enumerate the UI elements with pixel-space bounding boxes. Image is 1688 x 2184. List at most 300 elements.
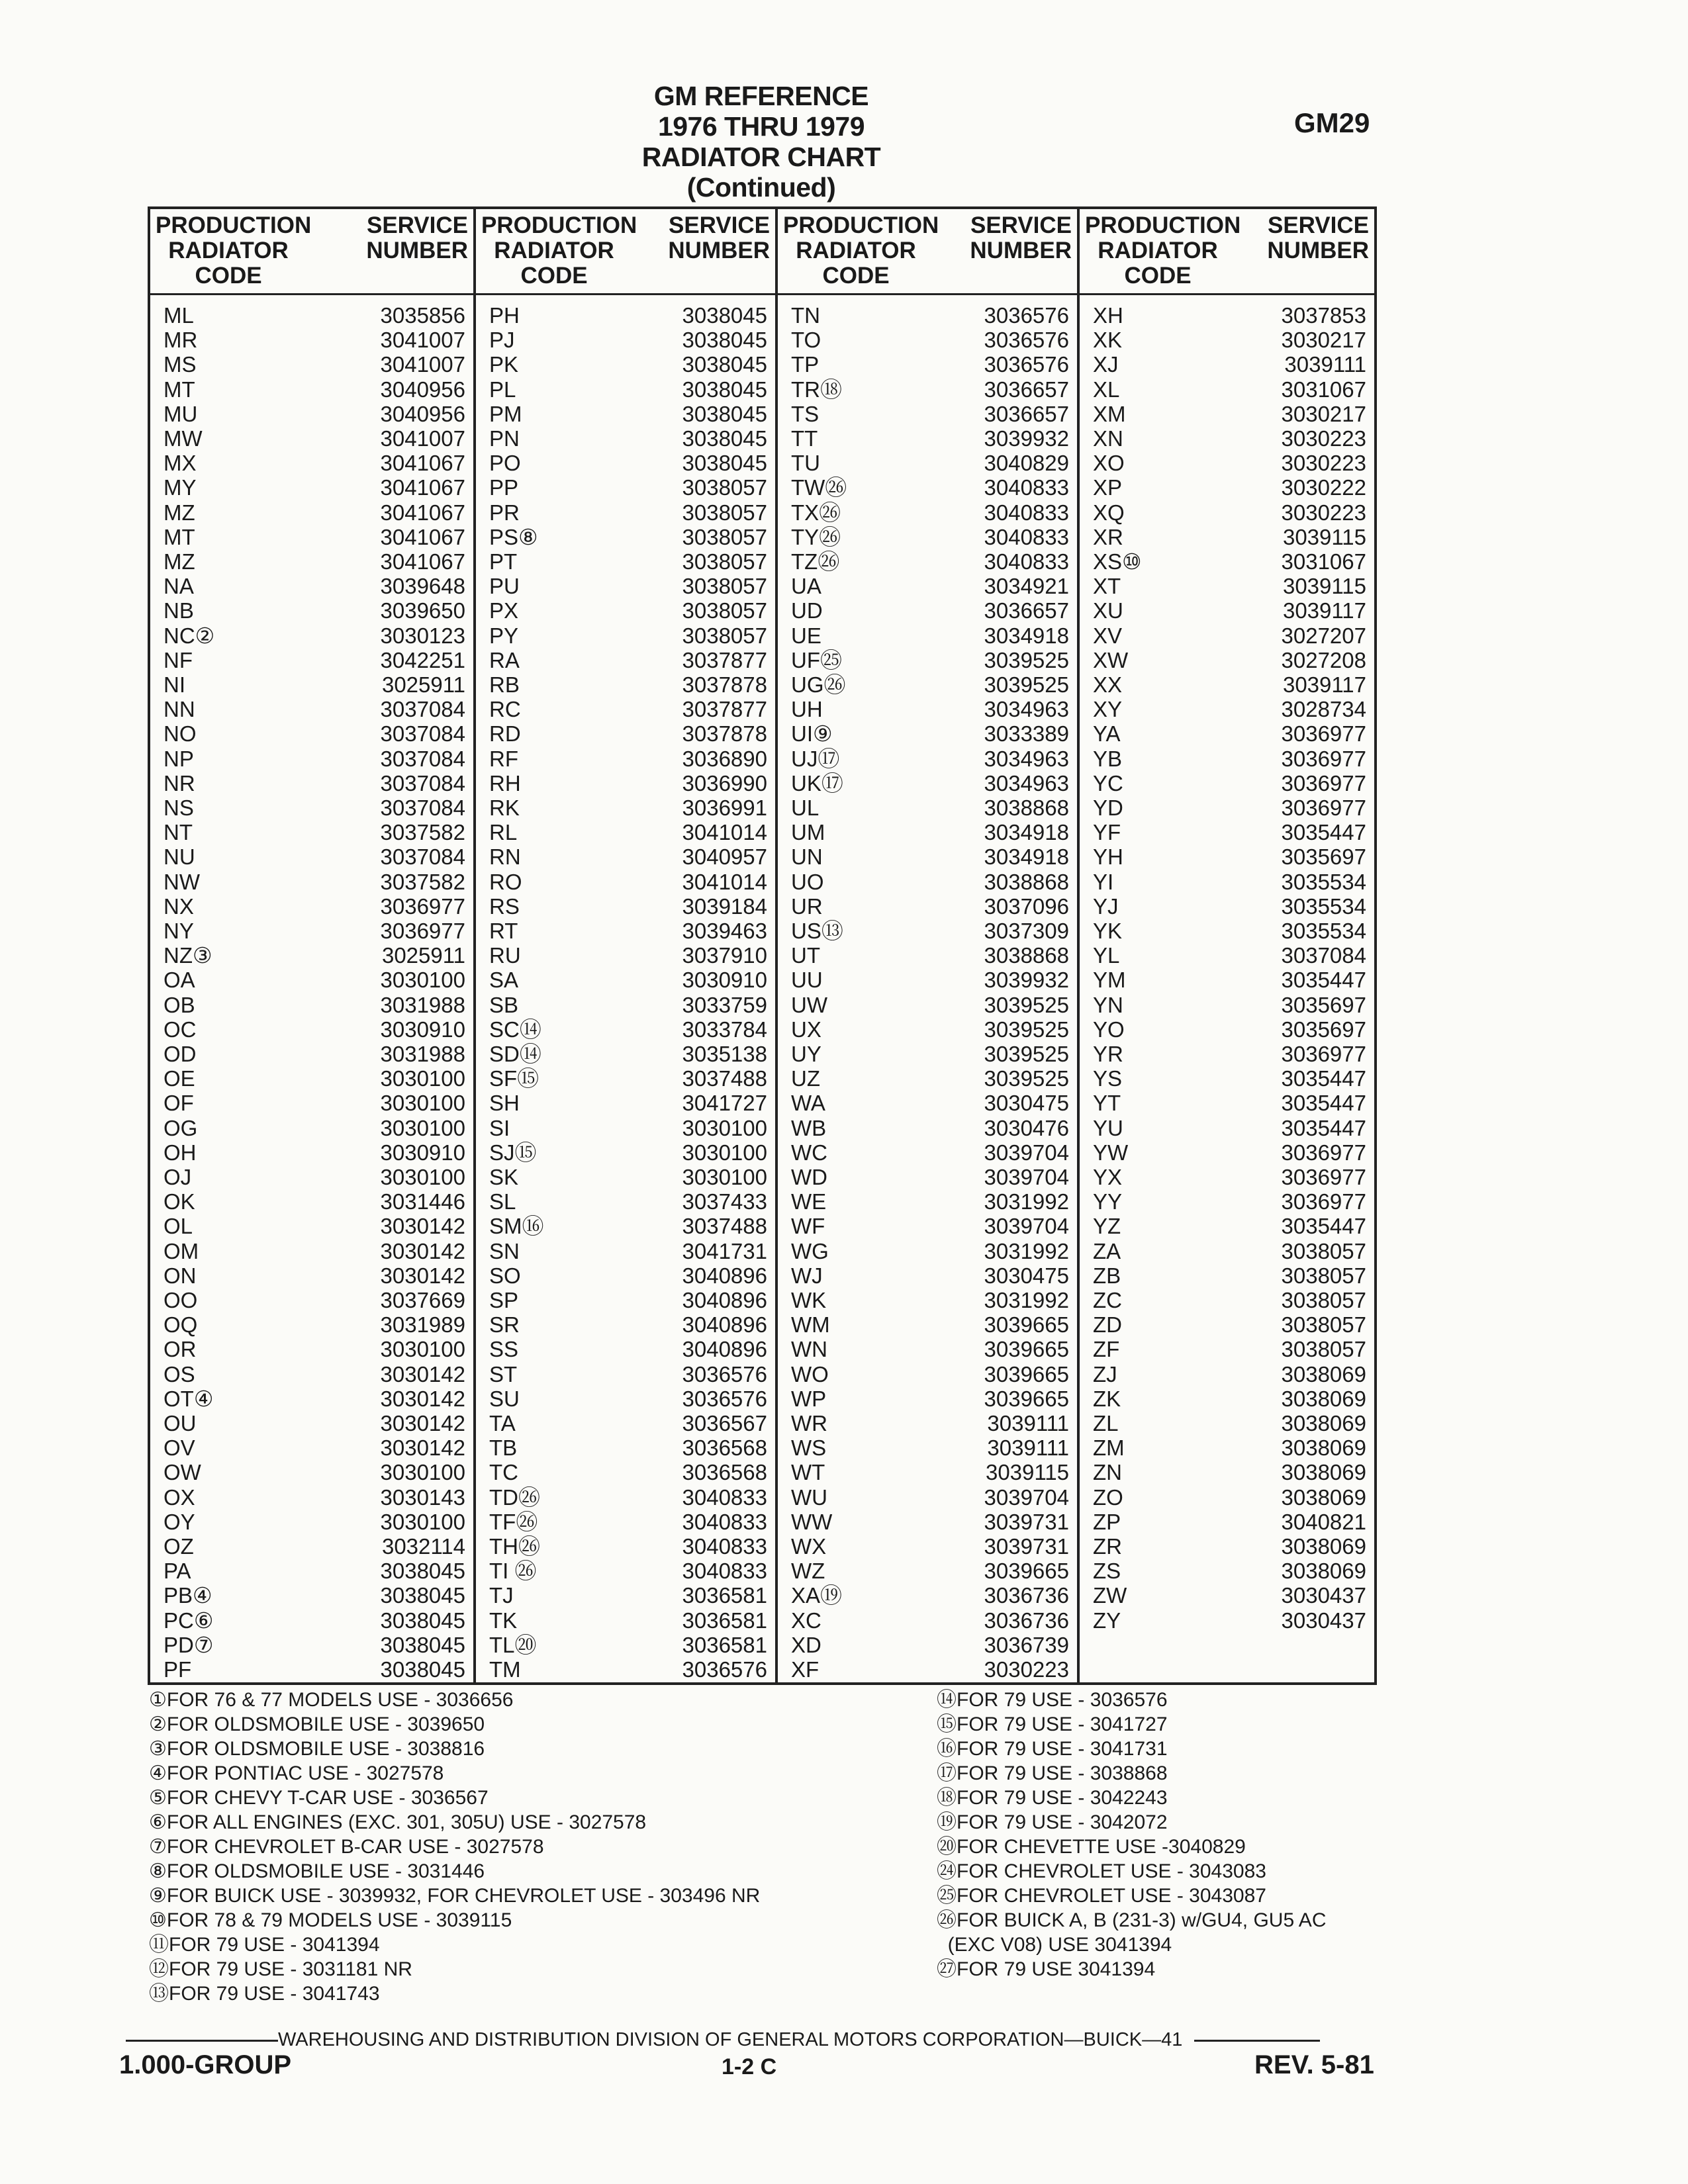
radiator-code: TI ㉖ xyxy=(489,1559,537,1584)
radiator-code: ZP xyxy=(1093,1509,1121,1534)
service-number: 3036657 xyxy=(984,598,1069,623)
table-row xyxy=(1093,1411,1366,1435)
radiator-code: PK xyxy=(489,352,519,377)
service-number: 3039665 xyxy=(984,1337,1069,1362)
table-row xyxy=(489,1263,767,1288)
service-number: 3036977 xyxy=(1281,746,1366,771)
radiator-code: XU xyxy=(1093,598,1123,623)
table-row xyxy=(791,426,1069,451)
table-row xyxy=(164,721,465,746)
column-divider-1 xyxy=(473,209,476,1682)
service-number: 3035447 xyxy=(1281,1091,1366,1116)
service-number: 3030100 xyxy=(380,1509,465,1534)
radiator-code: YA xyxy=(1093,721,1121,747)
service-number: 3040896 xyxy=(682,1337,767,1362)
table-row xyxy=(791,352,1069,377)
table-row xyxy=(791,1165,1069,1189)
radiator-code: WU xyxy=(791,1484,827,1510)
service-number: 3037582 xyxy=(380,869,465,894)
service-number: 3039115 xyxy=(1282,574,1366,599)
radiator-code: UJ⑰ xyxy=(791,746,840,771)
radiator-code: MX xyxy=(164,451,197,476)
service-number: 3040833 xyxy=(682,1484,767,1510)
table-row xyxy=(164,426,465,451)
table-row xyxy=(164,1165,465,1189)
radiator-code: PN xyxy=(489,426,520,451)
radiator-code: SD⑭ xyxy=(489,1042,541,1066)
radiator-code: RB xyxy=(489,672,520,697)
service-number: 3036736 xyxy=(984,1583,1069,1608)
table-row xyxy=(1093,1140,1366,1165)
service-number: 3039650 xyxy=(380,598,465,623)
table-row xyxy=(164,623,465,648)
service-number: 3038045 xyxy=(682,352,767,377)
service-number: 3030143 xyxy=(380,1484,465,1510)
service-number: 3036977 xyxy=(380,893,465,919)
radiator-code: PP xyxy=(489,475,519,500)
service-number: 3041067 xyxy=(380,475,465,500)
table-row xyxy=(1093,1387,1366,1411)
table-row xyxy=(489,894,767,919)
service-number: 3030223 xyxy=(1281,500,1366,525)
service-number: 3035697 xyxy=(1281,1017,1366,1042)
radiator-code: UX xyxy=(791,1017,821,1042)
table-row xyxy=(164,1657,465,1682)
radiator-code: XV xyxy=(1093,623,1123,648)
radiator-code: WB xyxy=(791,1115,827,1140)
radiator-code: XO xyxy=(1093,451,1125,476)
radiator-code: OA xyxy=(164,968,195,993)
service-number: 3037669 xyxy=(380,1288,465,1312)
radiator-code: SP xyxy=(489,1288,519,1312)
radiator-code: NO xyxy=(164,721,197,747)
service-number: 3037084 xyxy=(380,796,465,820)
table-row xyxy=(1093,352,1366,377)
service-number: 3030476 xyxy=(984,1115,1069,1140)
service-number: 3034963 xyxy=(984,770,1069,796)
service-number: 3038069 xyxy=(1281,1361,1366,1387)
service-number: 3038069 xyxy=(1281,1411,1366,1435)
table-row xyxy=(489,1534,767,1559)
table-row xyxy=(164,1239,465,1263)
radiator-code: SJ⑮ xyxy=(489,1140,537,1165)
service-number: 3036576 xyxy=(984,328,1069,353)
table-row xyxy=(489,697,767,721)
radiator-code: OR xyxy=(164,1337,197,1362)
service-number: 3036990 xyxy=(682,770,767,796)
table-row xyxy=(1093,1337,1366,1361)
radiator-code: YS xyxy=(1093,1066,1123,1091)
service-number: 3042251 xyxy=(380,647,465,672)
service-number: 3041727 xyxy=(682,1091,767,1116)
radiator-code: NY xyxy=(164,919,194,943)
service-number: 3035534 xyxy=(1281,919,1366,943)
table-row xyxy=(791,1116,1069,1140)
service-number: 3034963 xyxy=(984,697,1069,722)
radiator-code: UF㉕ xyxy=(791,647,842,672)
table-row xyxy=(791,1140,1069,1165)
table-row xyxy=(791,574,1069,598)
radiator-code: MR xyxy=(164,328,198,353)
table-row xyxy=(791,549,1069,574)
radiator-code: UR xyxy=(791,893,823,919)
table-row xyxy=(489,1214,767,1238)
radiator-code: ZD xyxy=(1093,1312,1122,1338)
radiator-code: SS xyxy=(489,1337,519,1362)
radiator-code: WE xyxy=(791,1189,827,1214)
service-number: 3037878 xyxy=(682,721,767,747)
table-row xyxy=(489,1091,767,1115)
header-divider xyxy=(150,293,1374,295)
radiator-code: WX xyxy=(791,1534,827,1559)
table-row xyxy=(489,1066,767,1091)
table-row xyxy=(489,1017,767,1042)
table-row xyxy=(791,1214,1069,1238)
radiator-code: OB xyxy=(164,992,195,1017)
service-number: 3025911 xyxy=(381,672,465,697)
table-row xyxy=(489,352,767,377)
table-row xyxy=(1093,574,1366,598)
service-number: 3039111 xyxy=(987,1411,1069,1435)
footnote: ⑲FOR 79 USE - 3042072 xyxy=(937,1811,1168,1833)
footnote: ㉖FOR BUICK A, B (231-3) w/GU4, GU5 AC xyxy=(937,1909,1327,1931)
radiator-code: PY xyxy=(489,623,519,648)
service-number: 3036576 xyxy=(682,1386,767,1411)
radiator-code: XC xyxy=(791,1608,821,1633)
radiator-code: WZ xyxy=(791,1559,825,1584)
radiator-code: MS xyxy=(164,352,197,377)
table-row xyxy=(489,1165,767,1189)
radiator-code: XX xyxy=(1093,672,1123,697)
table-row xyxy=(164,1411,465,1435)
service-number: 3036657 xyxy=(984,377,1069,402)
table-row xyxy=(489,1116,767,1140)
table-row xyxy=(791,993,1069,1017)
service-number: 3041731 xyxy=(682,1238,767,1263)
revision-label: REV. 5-81 xyxy=(1254,2050,1374,2079)
radiator-code: SB xyxy=(489,992,519,1017)
service-number: 3035447 xyxy=(1281,1115,1366,1140)
service-number: 3038069 xyxy=(1281,1435,1366,1461)
table-row xyxy=(489,1140,767,1165)
table-row xyxy=(1093,1116,1366,1140)
table-row xyxy=(1093,870,1366,894)
radiator-code: UU xyxy=(791,968,823,993)
service-number: 3038057 xyxy=(1281,1288,1366,1312)
service-number: 3040956 xyxy=(380,401,465,426)
table-row xyxy=(791,328,1069,352)
table-row xyxy=(1093,747,1366,771)
service-number: 3035697 xyxy=(1281,844,1366,870)
radiator-code: PU xyxy=(489,574,520,599)
radiator-code: WK xyxy=(791,1288,827,1312)
radiator-code: SR xyxy=(489,1312,520,1338)
service-number: 3038045 xyxy=(380,1559,465,1584)
service-number: 3039111 xyxy=(987,1435,1069,1461)
service-number: 3039525 xyxy=(984,647,1069,672)
footer-rule-right xyxy=(1194,2040,1320,2042)
service-number: 3036977 xyxy=(1281,721,1366,747)
service-number: 3038868 xyxy=(984,796,1069,820)
header-service-3: SERVICE NUMBER xyxy=(970,212,1072,263)
service-number: 3030100 xyxy=(380,1165,465,1189)
radiator-code: ZY xyxy=(1093,1608,1121,1633)
table-row xyxy=(489,328,767,352)
radiator-code: NR xyxy=(164,770,195,796)
table-row xyxy=(791,1633,1069,1657)
table-row xyxy=(164,1387,465,1411)
radiator-code: PR xyxy=(489,500,520,525)
radiator-code: RC xyxy=(489,697,521,722)
table-row xyxy=(164,919,465,943)
footnote: ㉗FOR 79 USE 3041394 xyxy=(937,1958,1156,1980)
radiator-code: RS xyxy=(489,893,520,919)
service-number: 3038045 xyxy=(380,1632,465,1657)
footnote: ⑥FOR ALL ENGINES (EXC. 301, 305U) USE - 3027578 xyxy=(149,1811,647,1833)
table-row xyxy=(1093,1435,1366,1460)
radiator-code: YF xyxy=(1093,820,1121,845)
service-number: 3035447 xyxy=(1281,820,1366,845)
radiator-code: PH xyxy=(489,303,520,328)
service-number: 3041067 xyxy=(380,500,465,525)
radiator-code: UM xyxy=(791,820,825,845)
service-number: 3039648 xyxy=(380,574,465,599)
radiator-code: XM xyxy=(1093,401,1126,426)
table-row xyxy=(791,1411,1069,1435)
radiator-code: TR⑱ xyxy=(791,377,842,402)
service-number: 3039665 xyxy=(984,1312,1069,1338)
radiator-code: ZM xyxy=(1093,1435,1125,1461)
radiator-code: OM xyxy=(164,1238,199,1263)
service-number: 3030910 xyxy=(380,1140,465,1165)
service-number: 3040833 xyxy=(682,1509,767,1534)
footnote: ⑪FOR 79 USE - 3041394 xyxy=(149,1934,380,1956)
service-number: 3039117 xyxy=(1282,598,1366,623)
radiator-code: PS⑧ xyxy=(489,524,538,549)
radiator-code: PA xyxy=(164,1559,191,1584)
service-number: 3036657 xyxy=(984,401,1069,426)
table-row xyxy=(164,1337,465,1361)
radiator-code: OU xyxy=(164,1411,197,1435)
radiator-code: WD xyxy=(791,1165,827,1189)
table-row xyxy=(164,1189,465,1214)
table-row xyxy=(489,1288,767,1312)
service-number: 3038057 xyxy=(682,549,767,574)
service-number: 3037084 xyxy=(380,746,465,771)
table-row xyxy=(791,1583,1069,1608)
radiator-code: TW㉖ xyxy=(791,475,847,500)
table-row xyxy=(791,1337,1069,1361)
radiator-code: SU xyxy=(489,1386,520,1411)
service-number: 3036576 xyxy=(984,352,1069,377)
table-row xyxy=(489,1633,767,1657)
table-row xyxy=(1093,500,1366,525)
radiator-code: XS⑩ xyxy=(1093,549,1142,574)
service-number: 3037582 xyxy=(380,820,465,845)
radiator-code: YD xyxy=(1093,796,1123,820)
radiator-code: ZA xyxy=(1093,1238,1121,1263)
radiator-code: UO xyxy=(791,869,824,894)
column-divider-3 xyxy=(1077,209,1080,1682)
table-row xyxy=(791,820,1069,844)
radiator-code: MW xyxy=(164,426,203,451)
service-number: 3038045 xyxy=(682,401,767,426)
service-number: 3030100 xyxy=(380,1115,465,1140)
radiator-code: WG xyxy=(791,1238,829,1263)
table-row xyxy=(489,598,767,623)
service-number: 3031446 xyxy=(380,1189,465,1214)
table-row xyxy=(489,623,767,648)
table-row xyxy=(791,1657,1069,1682)
service-number: 3036736 xyxy=(984,1608,1069,1633)
table-row xyxy=(164,402,465,426)
service-number: 3039525 xyxy=(984,992,1069,1017)
radiator-code: XN xyxy=(1093,426,1123,451)
table-row xyxy=(489,943,767,968)
service-number: 3038057 xyxy=(1281,1337,1366,1362)
service-number: 3027207 xyxy=(1281,623,1366,648)
radiator-code: OZ xyxy=(164,1534,194,1559)
radiator-code: OT④ xyxy=(164,1386,214,1411)
service-number: 3039932 xyxy=(984,426,1069,451)
service-number: 3033784 xyxy=(682,1017,767,1042)
table-row xyxy=(489,549,767,574)
table-row xyxy=(791,771,1069,796)
table-row xyxy=(791,1534,1069,1559)
radiator-code: SN xyxy=(489,1238,520,1263)
table-row xyxy=(489,993,767,1017)
title-line-2: 1976 THRU 1979 xyxy=(657,111,865,142)
table-row xyxy=(489,574,767,598)
service-number: 3030100 xyxy=(380,1091,465,1116)
radiator-code: NT xyxy=(164,820,193,845)
radiator-code: WP xyxy=(791,1386,827,1411)
radiator-code: SC⑭ xyxy=(489,1017,541,1042)
radiator-code: XH xyxy=(1093,303,1123,328)
service-number: 3041067 xyxy=(380,549,465,574)
service-number: 3032114 xyxy=(381,1534,465,1559)
service-number: 3037084 xyxy=(380,721,465,747)
header-service-1: SERVICE NUMBER xyxy=(366,212,468,263)
table-row xyxy=(164,352,465,377)
table-row xyxy=(1093,1288,1366,1312)
table-row xyxy=(1093,894,1366,919)
radiator-code: TP xyxy=(791,352,820,377)
service-number: 3030223 xyxy=(984,1657,1069,1682)
service-number: 3040833 xyxy=(984,549,1069,574)
service-number: 3025911 xyxy=(381,943,465,968)
table-row xyxy=(791,1066,1069,1091)
table-row xyxy=(164,525,465,549)
radiator-code: PX xyxy=(489,598,519,623)
radiator-code: OJ xyxy=(164,1165,192,1189)
table-row xyxy=(791,451,1069,475)
service-number: 3031992 xyxy=(984,1238,1069,1263)
table-row xyxy=(489,1239,767,1263)
service-number: 3037084 xyxy=(380,697,465,722)
table-row xyxy=(489,844,767,869)
service-number: 3031988 xyxy=(380,1042,465,1066)
table-row xyxy=(164,870,465,894)
service-number: 3041067 xyxy=(380,524,465,549)
table-row xyxy=(791,1387,1069,1411)
table-row xyxy=(489,1435,767,1460)
service-number: 3036739 xyxy=(984,1632,1069,1657)
service-number: 3031988 xyxy=(380,992,465,1017)
radiator-code: YW xyxy=(1093,1140,1129,1165)
service-number: 3038868 xyxy=(984,943,1069,968)
radiator-code: WM xyxy=(791,1312,830,1338)
radiator-code: YC xyxy=(1093,770,1123,796)
table-row xyxy=(1093,303,1366,328)
footnote: ①FOR 76 & 77 MODELS USE - 3036656 xyxy=(149,1689,514,1711)
service-number: 3031067 xyxy=(1281,377,1366,402)
service-number: 3037084 xyxy=(380,844,465,870)
service-number: 3039525 xyxy=(984,672,1069,697)
table-row xyxy=(164,574,465,598)
service-number: 3036576 xyxy=(682,1361,767,1387)
footnote: ⑭FOR 79 USE - 3036576 xyxy=(937,1689,1168,1711)
radiator-code: YI xyxy=(1093,869,1114,894)
radiator-code: RD xyxy=(489,721,521,747)
footer-rule-left xyxy=(126,2040,278,2042)
footnotes-left xyxy=(149,1688,760,2006)
service-number: 3035534 xyxy=(1281,893,1366,919)
service-number: 3040829 xyxy=(984,451,1069,476)
table-row xyxy=(1093,328,1366,352)
service-number: 3030100 xyxy=(682,1140,767,1165)
table-row xyxy=(1093,919,1366,943)
table-row xyxy=(489,451,767,475)
service-number: 3041067 xyxy=(380,451,465,476)
service-number: 3039731 xyxy=(984,1509,1069,1534)
service-number: 3030223 xyxy=(1281,451,1366,476)
table-row xyxy=(164,648,465,672)
radiator-code: WJ xyxy=(791,1263,823,1288)
radiator-code: YR xyxy=(1093,1042,1123,1066)
table-row xyxy=(164,1116,465,1140)
table-row xyxy=(791,500,1069,525)
table-row xyxy=(1093,1559,1366,1583)
table-row xyxy=(164,1091,465,1115)
radiator-code: YY xyxy=(1093,1189,1123,1214)
table-row xyxy=(791,1017,1069,1042)
radiator-code: TY㉖ xyxy=(791,524,841,549)
table-row xyxy=(489,771,767,796)
service-number: 3030142 xyxy=(380,1411,465,1435)
radiator-code: XD xyxy=(791,1632,821,1657)
table-row xyxy=(1093,844,1366,869)
service-number: 3041014 xyxy=(682,820,767,845)
table-row xyxy=(1093,1583,1366,1608)
radiator-code: YX xyxy=(1093,1165,1123,1189)
service-number: 3039665 xyxy=(984,1361,1069,1387)
radiator-code: OE xyxy=(164,1066,195,1091)
radiator-code: WA xyxy=(791,1091,825,1116)
radiator-code: ZR xyxy=(1093,1534,1122,1559)
radiator-code: YU xyxy=(1093,1115,1123,1140)
service-number: 3038057 xyxy=(1281,1312,1366,1338)
service-number: 3031992 xyxy=(984,1189,1069,1214)
table-row xyxy=(791,1460,1069,1484)
radiator-chart-table xyxy=(148,206,1377,1685)
radiator-code: TK xyxy=(489,1608,518,1633)
radiator-code: MT xyxy=(164,377,195,402)
service-number: 3036991 xyxy=(682,796,767,820)
footnote: ②FOR OLDSMOBILE USE - 3039650 xyxy=(149,1713,485,1735)
radiator-code: WF xyxy=(791,1214,825,1239)
service-number: 3039115 xyxy=(1282,524,1366,549)
